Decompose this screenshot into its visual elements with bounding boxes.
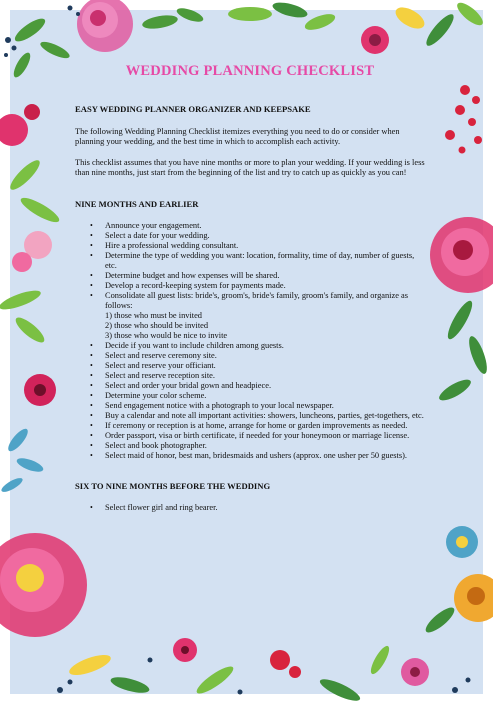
list-item: • Determine the type of wedding you want: location, formality, time of day, number of guests, etc.: [105, 251, 425, 271]
section-heading-six-to-nine-months: SIX TO NINE MONTHS BEFORE THE WEDDING: [75, 481, 271, 491]
list-item: • Send engagement notice with a photograph to your local newspaper.: [105, 401, 425, 411]
intro-paragraph-1: The following Wedding Planning Checklist itemizes everything you need to do or consider when planning your wedding, and the best time in which to accomplish each activity.: [75, 127, 400, 146]
checklist-six-to-nine-months: [75, 503, 425, 513]
flower-left-red-icon: [0, 104, 52, 272]
list-item: • Select and reserve reception site.: [105, 371, 425, 381]
list-item: • Determine budget and how expenses will be shared.: [105, 271, 425, 281]
list-item: • Determine your color scheme.: [105, 391, 425, 401]
guest-list-subitem: 2) those who should be invited: [105, 321, 209, 330]
intro-paragraph-2: This checklist assumes that you have nine months or more to plan your wedding. If your wedding is less than nine months, just start from the beginning of the list and try to catch up as quickly as you can!: [75, 158, 425, 177]
list-item: • Select and book photographer.: [105, 441, 425, 451]
list-item: • Select a date for your wedding.: [105, 231, 425, 241]
flower-right-blue-icon: [446, 526, 478, 558]
flower-bottom-left-icon: [0, 533, 87, 637]
list-item: • Hire a professional wedding consultant.: [105, 241, 425, 251]
document-subtitle: EASY WEDDING PLANNER ORGANIZER AND KEEPSAKE: [75, 104, 311, 114]
checklist-nine-months: [75, 221, 425, 461]
list-item: • If ceremony or reception is at home, arrange for home or garden improvements as needed.: [105, 421, 425, 431]
list-item: • Announce your engagement.: [105, 221, 425, 231]
list-item: • Develop a record-keeping system for payments made.: [105, 281, 425, 291]
flower-top-left-icon: [77, 0, 133, 52]
section-heading-nine-months: NINE MONTHS AND EARLIER: [75, 199, 199, 209]
list-item: • Buy a calendar and note all important activities: showers, luncheons, parties, get-togethers, etc.: [105, 411, 425, 421]
list-item: • Select and reserve ceremony site.: [105, 351, 425, 361]
list-item-text: Consolidate all guest lists: bride's, groom's, bride's family, groom's family, and organize as follows:: [105, 291, 408, 310]
flower-right-icon: [430, 217, 493, 293]
list-item: • Select maid of honor, best man, bridesmaids and ushers (approx. one usher per 50 guests).: [105, 451, 425, 461]
list-item: • Decide if you want to include children among guests.: [105, 341, 425, 351]
list-item: • Select flower girl and ring bearer.: [105, 503, 425, 513]
guest-list-subitem: 1) those who must be invited: [105, 311, 202, 320]
list-item-guest-lists: [105, 291, 425, 341]
flower-left-magenta-icon: [24, 374, 56, 406]
list-item: • Order passport, visa or birth certificate, if needed for your honeymoon or marriage license.: [105, 431, 425, 441]
document-content: [75, 62, 425, 513]
list-item: • Select and reserve your officiant.: [105, 361, 425, 371]
list-item: • Select and order your bridal gown and headpiece.: [105, 381, 425, 391]
guest-list-subitem: 3) those who would be nice to invite: [105, 331, 228, 340]
page-title: WEDDING PLANNING CHECKLIST: [125, 63, 375, 79]
